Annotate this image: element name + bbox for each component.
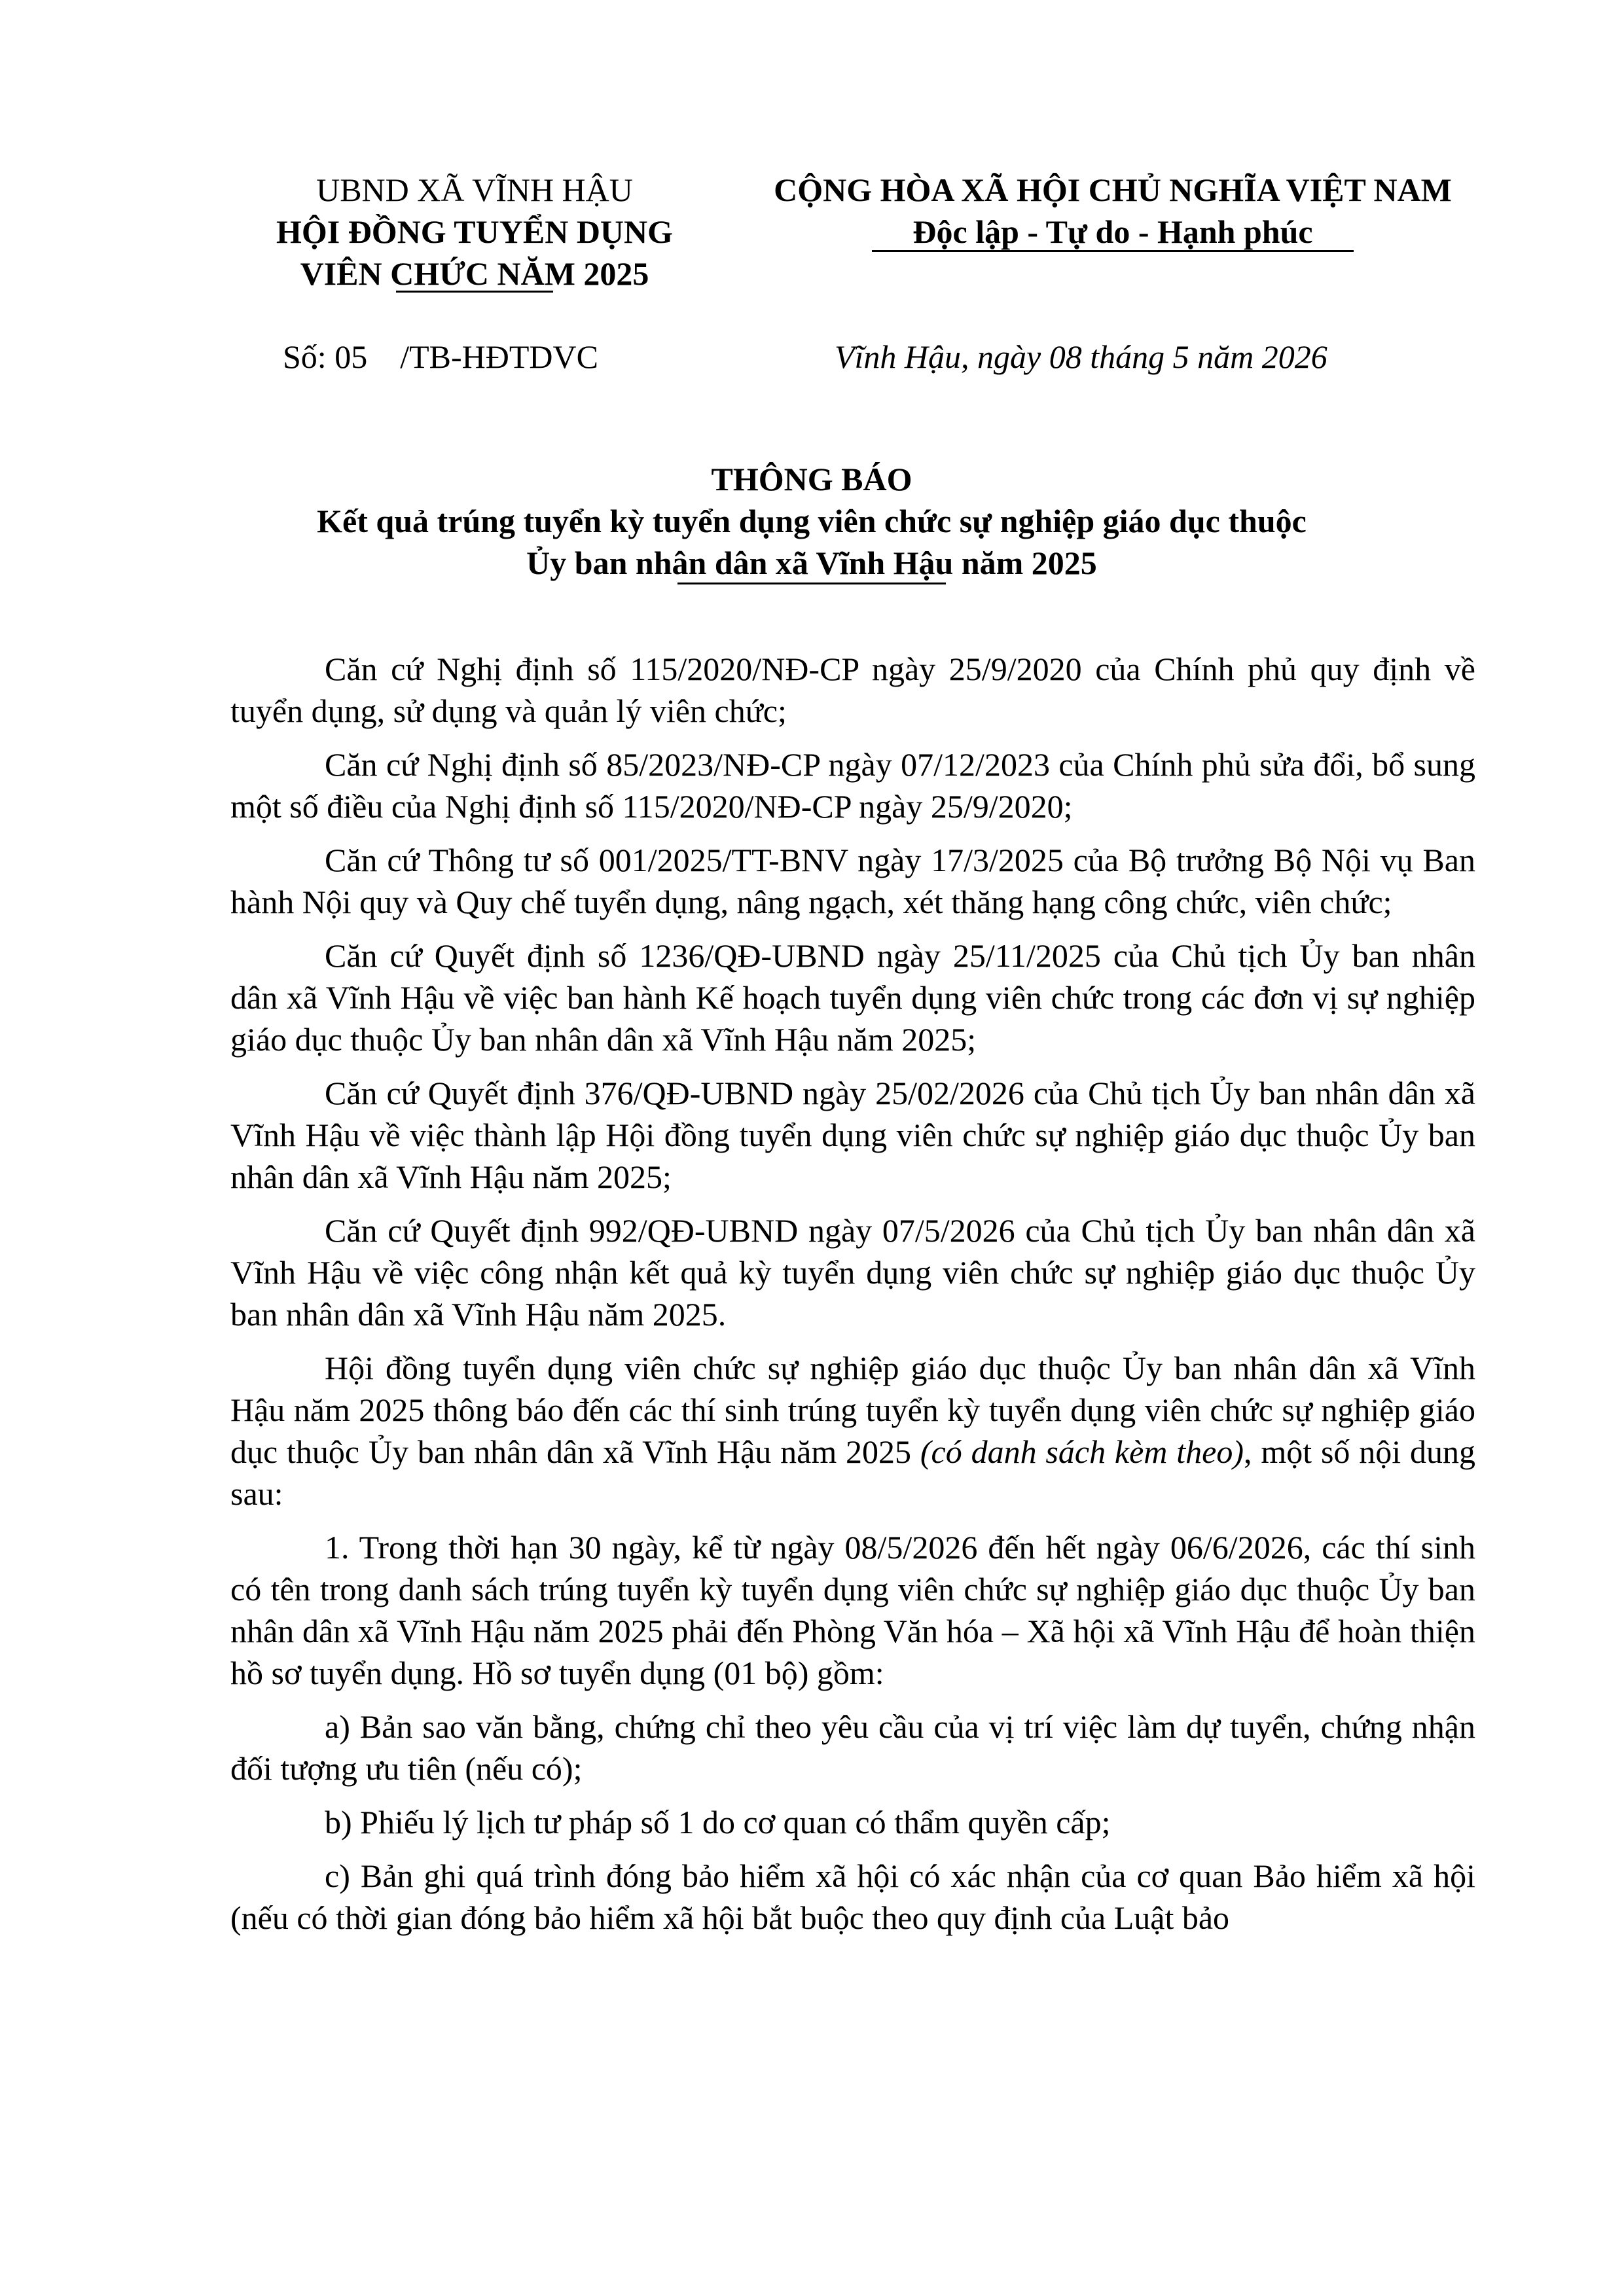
document-type: THÔNG BÁO <box>711 461 912 497</box>
nation-name: CỘNG HÒA XÃ HỘI CHỦ NGHĨA VIỆT NAM <box>774 171 1452 208</box>
content-paragraph: 1. Trong thời hạn 30 ngày, kể từ ngày 08/5/2026 đến hết ngày 06/6/2026, các thí sinh có tên trong danh sách trúng tuyển kỳ tuyển dụng viên chức sự nghiệp giáo dục thuộc Ủy ban nhân dân xã Vĩnh Hậu năm 2025 phải đến Phòng Văn hóa – Xã hội xã Vĩnh Hậu để hoàn thiện hồ sơ tuyển dụng. Hồ sơ tuyển dụng (01 bộ) gồm: <box>230 1529 1475 1691</box>
agency-parent: UBND XÃ VĨNH HẬU <box>316 171 633 208</box>
document-subject-line1: Kết quả trúng tuyển kỳ tuyển dụng viên chức sự nghiệp giáo dục thuộc <box>317 503 1307 539</box>
intro-text-end: , một số nội dung sau: <box>230 1433 1475 1512</box>
dossier-item: b) Phiếu lý lịch tư pháp số 1 do cơ quan có thẩm quyền cấp; <box>325 1804 1111 1840</box>
agency-underline <box>396 291 553 293</box>
national-motto: Độc lập - Tự do - Hạnh phúc <box>912 213 1313 250</box>
agency-name-line2: VIÊN CHỨC NĂM 2025 <box>300 255 649 292</box>
national-header-block <box>727 169 1499 255</box>
document-body <box>230 648 1475 1939</box>
title-underline <box>677 583 946 584</box>
announcement-intro-paragraph <box>230 1347 1475 1515</box>
legal-basis-paragraph: Căn cứ Nghị định số 85/2023/NĐ-CP ngày 07/12/2023 của Chính phủ sửa đổi, bổ sung một số điều của Nghị định số 115/2020/NĐ-CP ngày 25/9/2020; <box>230 746 1475 825</box>
attachment-note: (có danh sách kèm theo) <box>920 1433 1244 1470</box>
legal-basis-paragraph: Căn cứ Thông tư số 001/2025/TT-BNV ngày 17/3/2025 của Bộ trưởng Bộ Nội vụ Ban hành Nội quy và Quy chế tuyển dụng, nâng ngạch, xét thăng hạng công chức, viên chức; <box>230 842 1475 920</box>
document-title-block <box>196 458 1427 586</box>
place-and-date: Vĩnh Hậu, ngày 08 tháng 5 năm 2026 <box>835 338 1327 375</box>
legal-basis-paragraph: Căn cứ Quyết định số 1236/QĐ-UBND ngày 25/11/2025 của Chủ tịch Ủy ban nhân dân xã Vĩnh Hậu về việc ban hành Kế hoạch tuyển dụng viên chức trong các đơn vị sự nghiệp giáo dục thuộc Ủy ban nhân dân xã Vĩnh Hậu năm 2025; <box>230 937 1475 1058</box>
legal-basis-paragraph: Căn cứ Quyết định 992/QĐ-UBND ngày 07/5/2026 của Chủ tịch Ủy ban nhân dân xã Vĩnh Hậu về việc công nhận kết quả kỳ tuyển dụng viên chức sự nghiệp giáo dục thuộc Ủy ban nhân dân xã Vĩnh Hậu năm 2025. <box>230 1212 1475 1333</box>
document-number: Số: 05 /TB-HĐTDVC <box>283 338 598 375</box>
intro-text: Hội đồng tuyển dụng viên chức sự nghiệp giáo dục thuộc Ủy ban nhân dân xã Vĩnh Hậu năm 2025 thông báo đến các thí sinh trúng tuyển kỳ tuyển dụng viên chức sự nghiệp giáo dục thuộc Ủy ban nhân dân xã Vĩnh Hậu năm 2025 <box>230 1350 1475 1470</box>
dossier-item: a) Bản sao văn bằng, chứng chỉ theo yêu cầu của vị trí việc làm dự tuyển, chứng nhận đối tượng ưu tiên (nếu có); <box>230 1708 1475 1787</box>
agency-name-line1: HỘI ĐỒNG TUYỂN DỤNG <box>276 213 674 250</box>
legal-basis-paragraph: Căn cứ Quyết định 376/QĐ-UBND ngày 25/02/2026 của Chủ tịch Ủy ban nhân dân xã Vĩnh Hậu về việc thành lập Hội đồng tuyển dụng viên chức sự nghiệp giáo dục thuộc Ủy ban nhân dân xã Vĩnh Hậu năm 2025; <box>230 1075 1475 1195</box>
dossier-item: c) Bản ghi quá trình đóng bảo hiểm xã hội có xác nhận của cơ quan Bảo hiểm xã hội (nếu có thời gian đóng bảo hiểm xã hội bắt buộc theo quy định của Luật bảo <box>230 1857 1475 1936</box>
issuing-agency-block <box>259 169 691 296</box>
legal-basis-paragraph: Căn cứ Nghị định số 115/2020/NĐ-CP ngày 25/9/2020 của Chính phủ quy định về tuyển dụng, sử dụng và quản lý viên chức; <box>230 651 1475 729</box>
motto-underline <box>872 250 1354 252</box>
document-subject-line2: Ủy ban nhân dân xã Vĩnh Hậu năm 2025 <box>526 545 1097 581</box>
